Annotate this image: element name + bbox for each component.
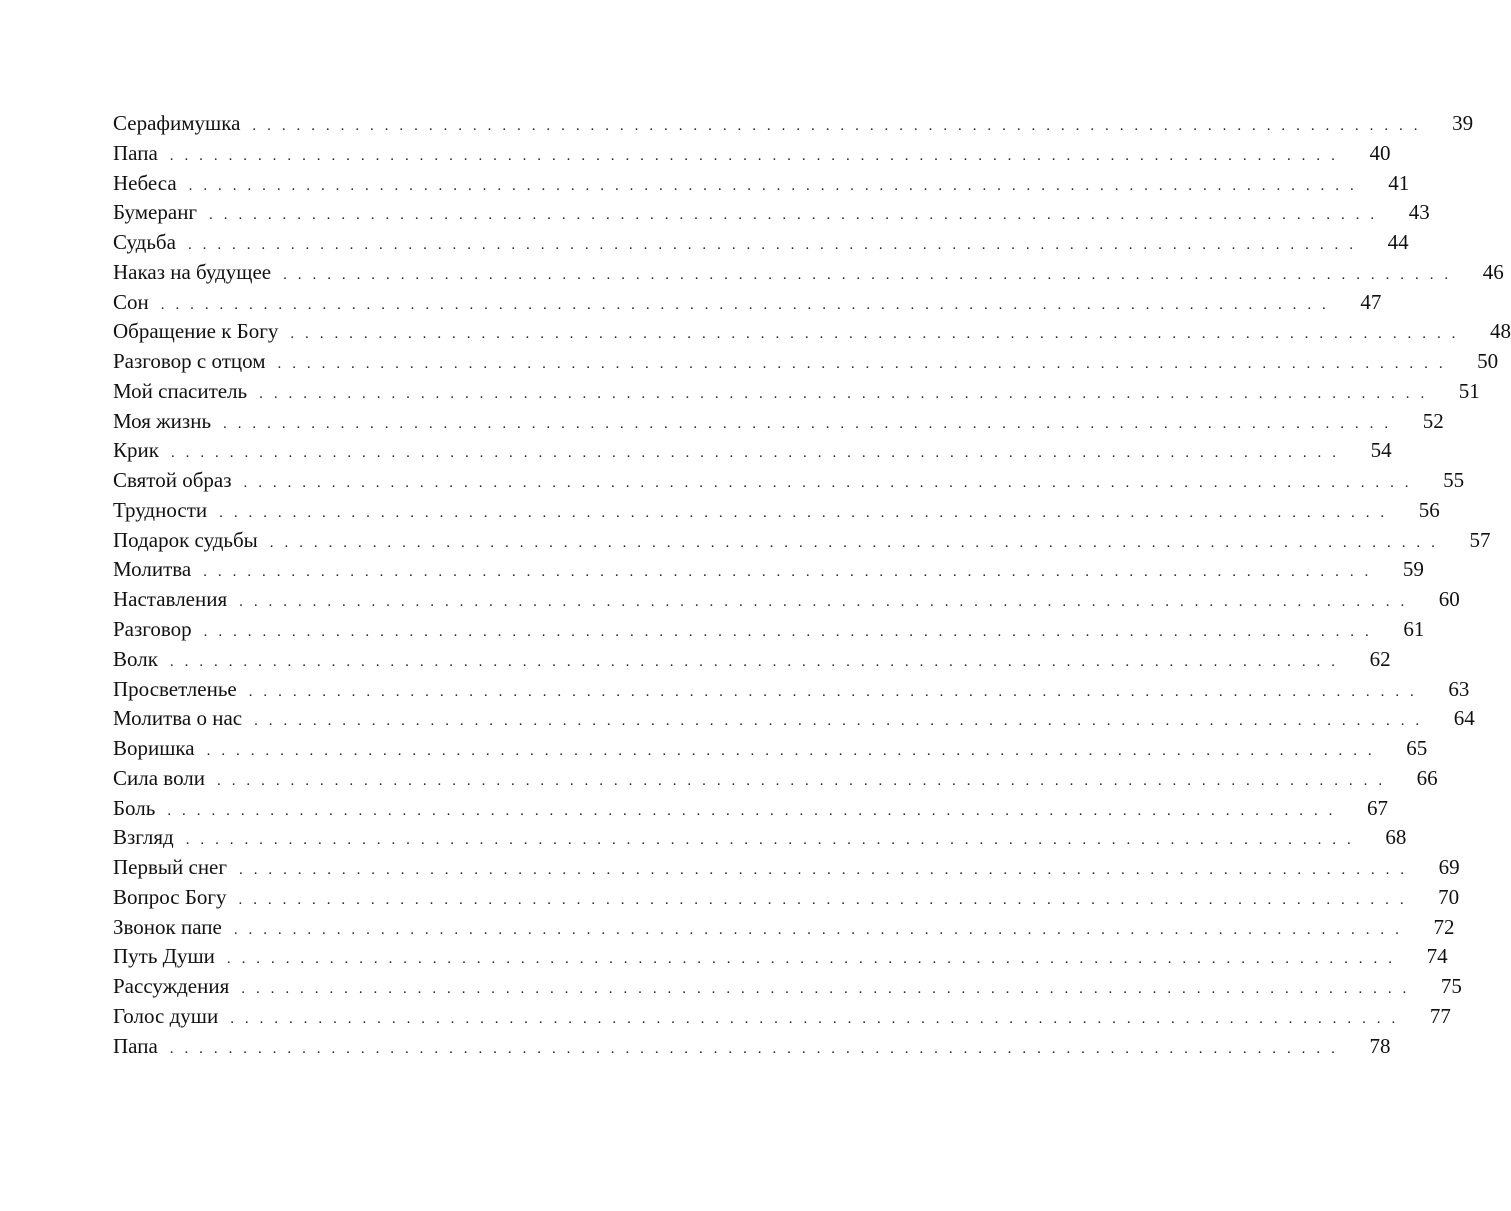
toc-entry-title: Сила воли — [113, 765, 206, 790]
toc-entry-title: Серафимушка — [113, 111, 241, 135]
dot-leader: . . . . . . . . . . . . . . . . . . . . . . . . . . . . . . . . . . . . . . . . . . . . . . . . . . . . . . . . . . . . . . . . . . . . . . . . . . . . . . . . — [209, 207, 1378, 224]
dot-leader: . . . . . . . . . . . . . . . . . . . . . . . . . . . . . . . . . . . . . . . . . . . . . . . . . . . . . . . . . . . . . . . . . . . . . . . . . . . . . . . . — [226, 951, 1396, 968]
dot-leader: . . . . . . . . . . . . . . . . . . . . . . . . . . . . . . . . . . . . . . . . . . . . . . . . . . . . . . . . . . . . . . . . . . . . . . . . . . . . . . . . — [169, 653, 1339, 670]
toc-entry-title: Волк — [113, 646, 158, 671]
dot-leader: . . . . . . . . . . . . . . . . . . . . . . . . . . . . . . . . . . . . . . . . . . . . . . . . . . . . . . . . . . . . . . . . . . . . . . . . . . . . . . . . — [241, 981, 1410, 998]
dot-leader: . . . . . . . . . . . . . . . . . . . . . . . . . . . . . . . . . . . . . . . . . . . . . . . . . . . . . . . . . . . . . . . . . . . . . . . . . . . . . . . . — [248, 683, 1418, 700]
dot-leader: . . . . . . . . . . . . . . . . . . . . . . . . . . . . . . . . . . . . . . . . . . . . . . . . . . . . . . . . . . . . . . . . . . . . . . . . . . . . . . . . — [239, 594, 1408, 611]
dot-leader: . . . . . . . . . . . . . . . . . . . . . . . . . . . . . . . . . . . . . . . . . . . . . . . . . . . . . . . . . . . . . . . . . . . . . . . . . . . . . . . . — [277, 356, 1447, 373]
toc-entry-title: Мой спаситель — [113, 378, 248, 403]
dot-leader: . . . . . . . . . . . . . . . . . . . . . . . . . . . . . . . . . . . . . . . . . . . . . . . . . . . . . . . . . . . . . . . . . . . . . . . . . . . . . . . . — [185, 832, 1355, 849]
dot-leader: . . . . . . . . . . . . . . . . . . . . . . . . . . . . . . . . . . . . . . . . . . . . . . . . . . . . . . . . . . . . . . . . . . . . . . . . . . . . . . . . — [188, 177, 1358, 194]
toc-entry-title: Святой образ — [113, 468, 232, 493]
toc-entry-title: Небеса — [113, 170, 177, 195]
toc-entry — [113, 675, 1470, 705]
toc-entry-page-number: 69 — [1438, 855, 1460, 880]
toc-entry-page-number: 65 — [1406, 736, 1428, 761]
dot-leader: . . . . . . . . . . . . . . . . . . . . . . . . . . . . . . . . . . . . . . . . . . . . . . . . . . . . . . . . . . . . . . . . . . . . . . . . . . . . . . . . — [243, 475, 1413, 492]
toc-entry-title: Вопрос Богу — [113, 884, 227, 909]
toc-entry — [113, 317, 1511, 347]
toc-entry-title: Моя жизнь — [113, 408, 212, 433]
toc-entry-title: Папа — [113, 1033, 158, 1058]
toc-entry — [113, 1002, 1451, 1032]
toc-entry — [113, 436, 1392, 466]
dot-leader: . . . . . . . . . . . . . . . . . . . . . . . . . . . . . . . . . . . . . . . . . . . . . . . . . . . . . . . . . . . . . . . . . . . . . . . . . . . . . . . . — [230, 1010, 1399, 1027]
toc-entry-title: Подарок судьбы — [113, 527, 258, 552]
dot-leader: . . . . . . . . . . . . . . . . . . . . . . . . . . . . . . . . . . . . . . . . . . . . . . . . . . . . . . . . . . . . . . . . . . . . . . . . . . . . . . . . — [259, 385, 1428, 402]
toc-entry-page-number: 52 — [1422, 408, 1444, 433]
toc-entry-title: Рассуждения — [113, 974, 230, 999]
toc-entry-title: Первый снег — [113, 855, 227, 880]
toc-entry-title: Трудности — [113, 497, 208, 522]
toc-entry-page-number: 56 — [1418, 497, 1440, 522]
toc-entry-title: Разговор с отцом — [113, 349, 266, 374]
toc-entry-title: Наказ на будущее — [113, 259, 272, 284]
toc-entry — [113, 972, 1462, 1002]
dot-leader: . . . . . . . . . . . . . . . . . . . . . . . . . . . . . . . . . . . . . . . . . . . . . . . . . . . . . . . . . . . . . . . . . . . . . . . . . . . . . . . . — [254, 713, 1423, 730]
toc-entry-title: Звонок папе — [113, 914, 222, 939]
toc-entry-page-number: 78 — [1369, 1033, 1391, 1058]
toc-entry-title: Бумеранг — [113, 200, 198, 225]
table-of-contents — [113, 109, 1511, 1062]
toc-entry — [113, 258, 1504, 288]
dot-leader: . . . . . . . . . . . . . . . . . . . . . . . . . . . . . . . . . . . . . . . . . . . . . . . . . . . . . . . . . . . . . . . . . . . . . . . . . . . . . . . . — [269, 534, 1439, 551]
dot-leader: . . . . . . . . . . . . . . . . . . . . . . . . . . . . . . . . . . . . . . . . . . . . . . . . . . . . . . . . . . . . . . . . . . . . . . . . . . . . . . . . — [239, 862, 1408, 879]
toc-entry-page-number: 40 — [1369, 140, 1391, 165]
toc-entry-title: Молитва о нас — [113, 706, 243, 731]
toc-entry — [113, 496, 1440, 526]
toc-entry-title: Путь Души — [113, 944, 215, 969]
toc-entry-title: Крик — [113, 438, 159, 463]
toc-entry-page-number: 70 — [1438, 884, 1460, 909]
toc-entry — [113, 407, 1444, 437]
toc-entry — [113, 883, 1460, 913]
toc-entry-page-number: 74 — [1426, 944, 1448, 969]
toc-entry-title: Боль — [113, 795, 156, 820]
toc-entry — [113, 645, 1391, 675]
dot-leader: . . . . . . . . . . . . . . . . . . . . . . . . . . . . . . . . . . . . . . . . . . . . . . . . . . . . . . . . . . . . . . . . . . . . . . . . . . . . . . . . — [170, 445, 1340, 462]
toc-entry-page-number: 60 — [1438, 587, 1460, 612]
toc-entry-title: Обращение к Богу — [113, 319, 279, 344]
dot-leader: . . . . . . . . . . . . . . . . . . . . . . . . . . . . . . . . . . . . . . . . . . . . . . . . . . . . . . . . . . . . . . . . . . . . . . . . . . . . . . . . — [160, 296, 1330, 313]
dot-leader: . . . . . . . . . . . . . . . . . . . . . . . . . . . . . . . . . . . . . . . . . . . . . . . . . . . . . . . . . . . . . . . . . . . . . . . . . . . . . . . . — [203, 564, 1372, 581]
dot-leader: . . . . . . . . . . . . . . . . . . . . . . . . . . . . . . . . . . . . . . . . . . . . . . . . . . . . . . . . . . . . . . . . . . . . . . . . . . . . . . . . — [238, 891, 1408, 908]
toc-entry-page-number: 44 — [1387, 230, 1409, 255]
toc-entry-page-number: 54 — [1370, 438, 1392, 463]
toc-entry-page-number: 66 — [1416, 765, 1438, 790]
dot-leader: . . . . . . . . . . . . . . . . . . . . . . . . . . . . . . . . . . . . . . . . . . . . . . . . . . . . . . . . . . . . . . . . . . . . . . . . . . . . . . . . — [233, 921, 1403, 938]
toc-entry-page-number: 48 — [1490, 319, 1511, 344]
toc-entry — [113, 228, 1409, 258]
toc-entry — [113, 377, 1480, 407]
toc-entry-title: Воришка — [113, 736, 195, 761]
toc-entry — [113, 764, 1438, 794]
toc-entry-page-number: 61 — [1403, 617, 1425, 642]
toc-entry — [113, 585, 1460, 615]
toc-entry — [113, 615, 1425, 645]
dot-leader: . . . . . . . . . . . . . . . . . . . . . . . . . . . . . . . . . . . . . . . . . . . . . . . . . . . . . . . . . . . . . . . . . . . . . . . . . . . . . . . . — [169, 1040, 1339, 1057]
dot-leader: . . . . . . . . . . . . . . . . . . . . . . . . . . . . . . . . . . . . . . . . . . . . . . . . . . . . . . . . . . . . . . . . . . . . . . . . . . . . . . . . — [217, 772, 1386, 789]
dot-leader: . . . . . . . . . . . . . . . . . . . . . . . . . . . . . . . . . . . . . . . . . . . . . . . . . . . . . . . . . . . . . . . . . . . . . . . . . . . . . . . . — [169, 147, 1339, 164]
toc-entry-page-number: 50 — [1477, 349, 1499, 374]
dot-leader: . . . . . . . . . . . . . . . . . . . . . . . . . . . . . . . . . . . . . . . . . . . . . . . . . . . . . . . . . . . . . . . . . . . . . . . . . . . . . . . . — [290, 326, 1459, 343]
toc-entry-page-number: 51 — [1458, 378, 1480, 403]
toc-entry-page-number: 68 — [1385, 825, 1407, 850]
dot-leader: . . . . . . . . . . . . . . . . . . . . . . . . . . . . . . . . . . . . . . . . . . . . . . . . . . . . . . . . . . . . . . . . . . . . . . . . . . . . . . . . — [187, 237, 1357, 254]
toc-entry-page-number: 77 — [1429, 1003, 1451, 1028]
toc-entry — [113, 942, 1448, 972]
toc-entry-title: Папа — [113, 140, 158, 165]
toc-entry-page-number: 57 — [1469, 527, 1491, 552]
toc-entry-page-number: 63 — [1448, 676, 1470, 701]
dot-leader: . . . . . . . . . . . . . . . . . . . . . . . . . . . . . . . . . . . . . . . . . . . . . . . . . . . . . . . . . . . . . . . . . . . . . . . . . . . . . . . . — [283, 266, 1452, 283]
toc-entry — [113, 288, 1382, 318]
toc-entry-page-number: 67 — [1367, 795, 1388, 820]
toc-entry — [113, 704, 1475, 734]
toc-entry-page-number: 46 — [1482, 259, 1504, 284]
toc-entry-page-number: 47 — [1360, 289, 1382, 314]
dot-leader: . . . . . . . . . . . . . . . . . . . . . . . . . . . . . . . . . . . . . . . . . . . . . . . . . . . . . . . . . . . . . . . . . . . . . . . . . . . . . . . . — [219, 504, 1388, 521]
toc-entry — [113, 1032, 1391, 1062]
toc-entry-page-number: 59 — [1402, 557, 1424, 582]
toc-entry-title: Разговор — [113, 617, 192, 642]
toc-entry — [113, 823, 1407, 853]
toc-entry-page-number: 62 — [1369, 646, 1391, 671]
toc-entry — [113, 913, 1455, 943]
toc-entry — [113, 734, 1428, 764]
toc-entry-page-number: 72 — [1433, 914, 1455, 939]
dot-leader: . . . . . . . . . . . . . . . . . . . . . . . . . . . . . . . . . . . . . . . . . . . . . . . . . . . . . . . . . . . . . . . . . . . . . . . . . . . . . . . . — [223, 415, 1392, 432]
toc-entry-title: Судьба — [113, 230, 176, 255]
toc-entry — [113, 794, 1388, 824]
dot-leader: . . . . . . . . . . . . . . . . . . . . . . . . . . . . . . . . . . . . . . . . . . . . . . . . . . . . . . . . . . . . . . . . . . . . . . . . . . . . . . . . — [203, 624, 1373, 641]
toc-entry — [113, 139, 1391, 169]
toc-entry-page-number: 55 — [1443, 468, 1465, 493]
toc-entry — [113, 526, 1491, 556]
toc-entry — [113, 169, 1410, 199]
dot-leader: . . . . . . . . . . . . . . . . . . . . . . . . . . . . . . . . . . . . . . . . . . . . . . . . . . . . . . . . . . . . . . . . . . . . . . . . . . . . . . . . — [252, 118, 1422, 134]
toc-entry-page-number: 39 — [1452, 111, 1474, 135]
toc-entry — [113, 466, 1465, 496]
toc-entry-page-number: 75 — [1440, 974, 1462, 999]
toc-entry-title: Голос души — [113, 1003, 219, 1028]
toc-entry-page-number: 43 — [1408, 200, 1430, 225]
toc-entry — [113, 853, 1460, 883]
toc-entry-page-number: 64 — [1453, 706, 1475, 731]
toc-entry-title: Сон — [113, 289, 149, 314]
toc-entry — [113, 198, 1430, 228]
toc-entry — [113, 347, 1499, 377]
toc-entry-title: Наставления — [113, 587, 228, 612]
toc-entry-page-number: 41 — [1388, 170, 1410, 195]
toc-entry-title: Взгляд — [113, 825, 174, 850]
dot-leader: . . . . . . . . . . . . . . . . . . . . . . . . . . . . . . . . . . . . . . . . . . . . . . . . . . . . . . . . . . . . . . . . . . . . . . . . . . . . . . . . — [206, 743, 1376, 760]
dot-leader: . . . . . . . . . . . . . . . . . . . . . . . . . . . . . . . . . . . . . . . . . . . . . . . . . . . . . . . . . . . . . . . . . . . . . . . . . . . . . . . . — [167, 802, 1336, 819]
toc-entry — [113, 555, 1424, 585]
toc-entry-title: Просветленье — [113, 676, 237, 701]
toc-entry-title: Молитва — [113, 557, 192, 582]
toc-entry — [113, 109, 1474, 139]
